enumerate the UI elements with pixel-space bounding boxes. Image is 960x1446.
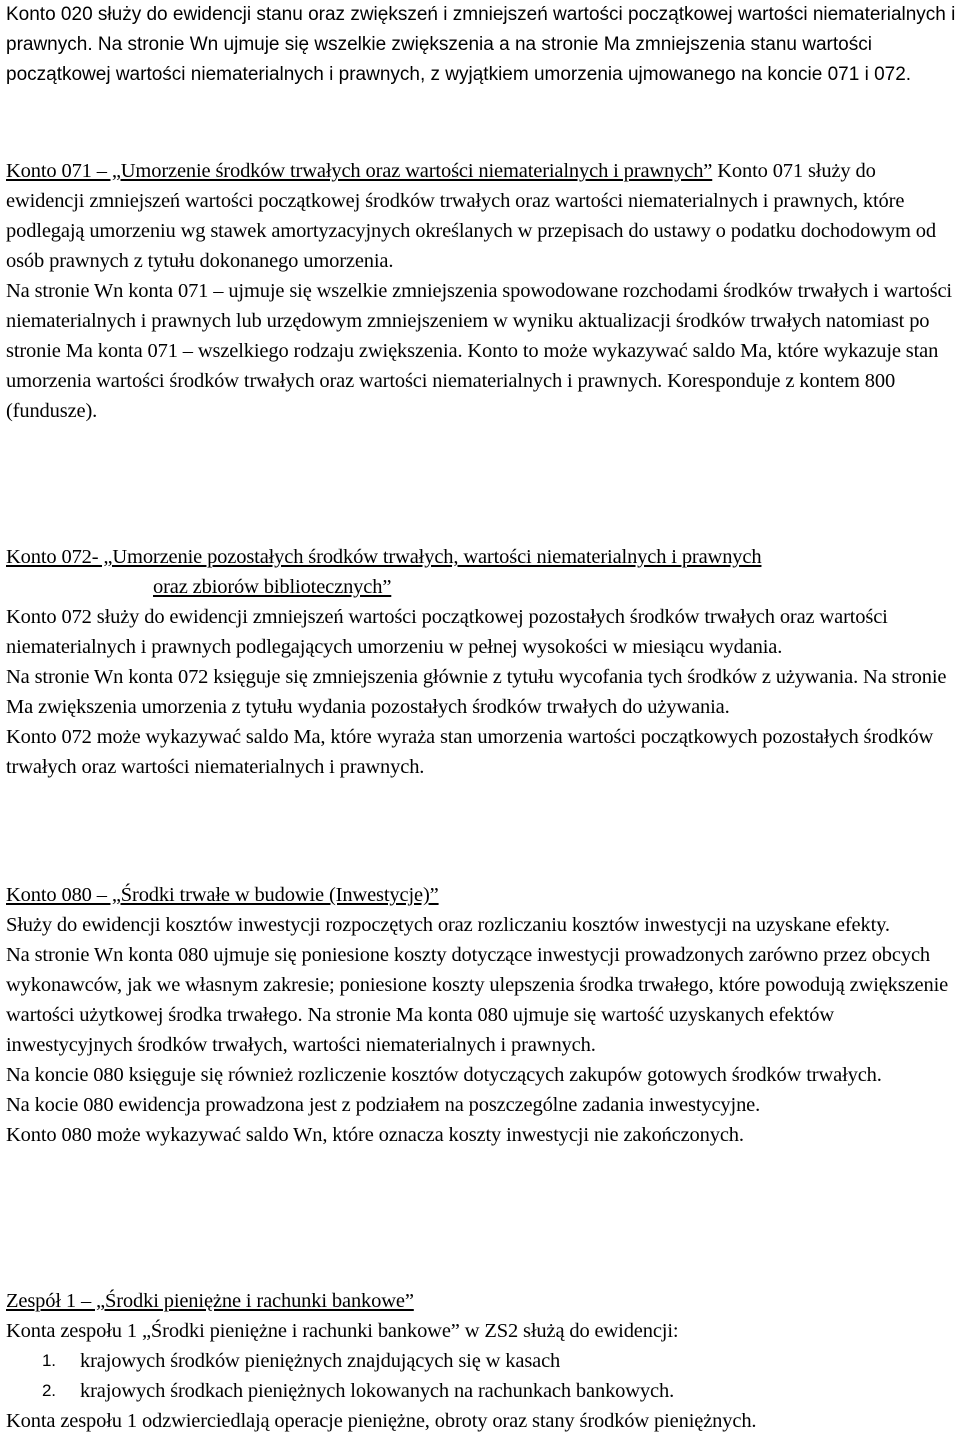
konto-071-paragraph-1 xyxy=(6,156,956,276)
konto-072-paragraph-1: Konto 072 służy do ewidencji zmniejszeń wartości początkowej pozostałych środków trwałych oraz wartości niematerialnych i prawnych podlegających umorzeniu w pełnej wysokości w miesiącu wydania. xyxy=(6,606,888,658)
konto-080-paragraph-4: Na kocie 080 ewidencja prowadzona jest z podziałem na poszczególne zadania inwestycyjne. xyxy=(6,1094,761,1116)
zespol-1-heading-row xyxy=(6,1286,956,1316)
zespol-1-closing: Konta zespołu 1 odzwierciedlają operacje pieniężne, obroty oraz stany środków pieniężnych. xyxy=(6,1410,757,1432)
konto-071-paragraph-2: Na stronie Wn konta 071 – ujmuje się wszelkie zmniejszenia spowodowane rozchodami środków trwałych i wartości niematerialnych i prawnych lub urzędowym zmniejszeniem w wyniku aktualizacji środków trwałych natomiast po stronie Ma konta 071 – wszelkiego rodzaju zwiększenia. Konto to może wykazywać saldo Ma, które wykazuje stan umorzenia wartości środków trwałych oraz wartości niematerialnych i prawnych. Koresponduje z kontem 800 (fundusze). xyxy=(6,280,952,422)
konto-071-description: Konto 071 służy do ewidencji zmniejszeń wartości początkowej środków trwałych oraz wartości niematerialnych i prawnych, które podlegają umorzeniu wg stawek amortyzacyjnych określanych w przepisach do ustawy o podatku dochodowym od osób prawnych z tytułu dokonanego umorzenia. xyxy=(6,160,936,272)
section-konto-072 xyxy=(6,542,956,782)
konto-072-paragraph-2: Na stronie Wn konta 072 księguje się zmniejszenia głównie z tytułu wycofania tych środków z używania. Na stronie Ma zwiększenia umorzenia z tytułu wydania pozostałych środków trwałych do używania. xyxy=(6,666,947,718)
konto-080-heading: Konto 080 – „Środki trwałe w budowie (Inwestycje)” xyxy=(6,884,439,906)
list-item-text: krajowych środkach pieniężnych lokowanych na rachunkach bankowych. xyxy=(80,1380,675,1402)
konto-080-paragraph-5: Konto 080 może wykazywać saldo Wn, które oznacza koszty inwestycji nie zakończonych. xyxy=(6,1124,744,1146)
list-item xyxy=(42,1376,956,1406)
konto-072-paragraph-3: Konto 072 może wykazywać saldo Ma, które wyraża stan umorzenia wartości początkowych pozostałych środków trwałych oraz wartości niematerialnych i prawnych. xyxy=(6,726,934,778)
konto-071-heading: Konto 071 – „Umorzenie środków trwałych oraz wartości niematerialnych i prawnych” xyxy=(6,160,713,182)
zespol-1-intro: Konta zespołu 1 „Środki pieniężne i rachunki bankowe” w ZS2 służą do ewidencji: xyxy=(6,1320,679,1342)
section-konto-080 xyxy=(6,880,956,1150)
konto-072-heading xyxy=(6,542,956,602)
section-konto-071 xyxy=(6,156,956,426)
list-item xyxy=(42,1346,956,1376)
konto-072-heading-line-1: Konto 072- „Umorzenie pozostałych środków trwałych, wartości niematerialnych i prawnych xyxy=(6,546,762,568)
zespol-1-heading: Zespół 1 – „Środki pieniężne i rachunki bankowe” xyxy=(6,1290,414,1312)
konto-072-heading-line-2: oraz zbiorów bibliotecznych” xyxy=(153,576,392,598)
zespol-1-list xyxy=(6,1346,956,1406)
konto-080-paragraph-2: Na stronie Wn konta 080 ujmuje się poniesione koszty dotyczące inwestycji prowadzonych zarówno przez obcych wykonawców, jak we własnym zakresie; poniesione koszty ulepszenia środka trwałego, które powodują zwiększenie wartości użytkowej środka trwałego. Na stronie Ma konta 080 ujmuje się wartość uzyskanych efektów inwestycyjnych środków trwałych, wartości niematerialnych i prawnych. xyxy=(6,944,949,1056)
list-item-number: 1. xyxy=(42,1351,56,1370)
list-item-text: krajowych środków pieniężnych znajdujących się w kasach xyxy=(80,1350,561,1372)
list-item-number: 2. xyxy=(42,1381,56,1400)
konto-080-paragraph-1: Służy do ewidencji kosztów inwestycji rozpoczętych oraz rozliczaniu kosztów inwestycji na uzyskane efekty. xyxy=(6,914,890,936)
konto-080-paragraph-3: Na koncie 080 księguje się również rozliczenie kosztów dotyczących zakupów gotowych środków trwałych. xyxy=(6,1064,882,1086)
konto-080-heading-row xyxy=(6,880,956,910)
intro-paragraph: Konto 020 służy do ewidencji stanu oraz zwiększeń i zmniejszeń wartości początkowej wartości niematerialnych i prawnych. Na stronie Wn ujmuje się wszelkie zwiększenia a na stronie Ma zmniejszenia stanu wartości początkowej wartości niematerialnych i prawnych, z wyjątkiem umorzenia ujmowanego na koncie 071 i 072. xyxy=(6,4,956,85)
section-zespol-1 xyxy=(6,1286,956,1436)
